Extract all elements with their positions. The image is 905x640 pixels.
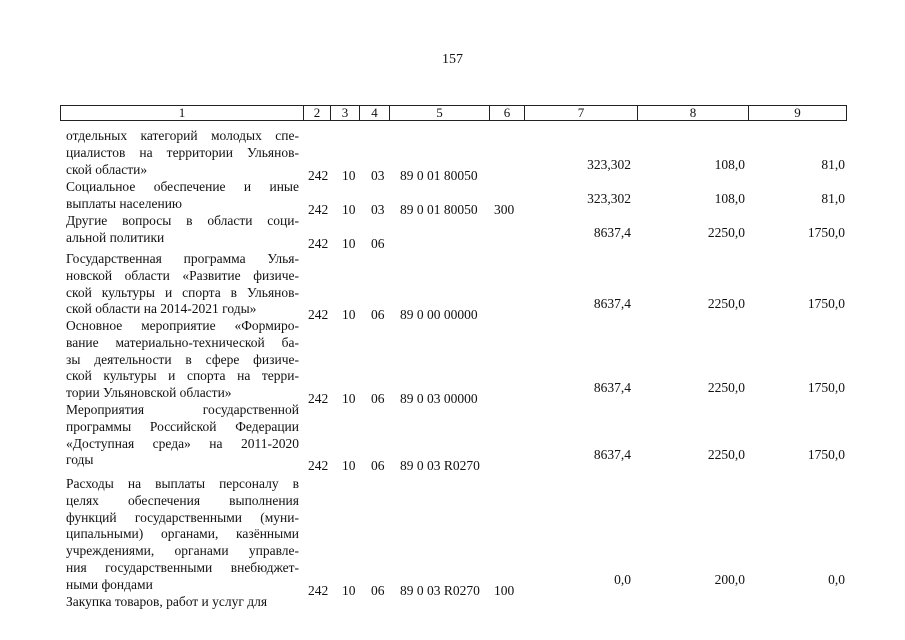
chapter-code: 10 [342, 235, 356, 251]
header-col-6: 6 [490, 106, 525, 120]
description-line: ципальными) органами, казёнными [66, 526, 299, 542]
amount-col-9: 1750,0 [807, 224, 845, 240]
row-description [66, 402, 299, 469]
section-code: 242 [308, 167, 329, 183]
amount-col-8: 2250,0 [707, 380, 745, 396]
description-line: Социальное обеспечение и иные [66, 179, 299, 194]
description-line: функций государственными (муни- [66, 509, 299, 525]
section-code: 242 [308, 201, 329, 217]
chapter-code: 10 [342, 307, 356, 323]
row-description [66, 179, 299, 213]
target-article-code: 89 0 03 R0270 [400, 582, 480, 598]
amount-col-8: 2250,0 [707, 296, 745, 312]
description-line: Мероприятия государственной [66, 402, 299, 417]
target-article-code: 89 0 00 00000 [400, 307, 478, 323]
description-line: Другие вопросы в области соци- [66, 213, 299, 228]
header-col-9: 9 [794, 105, 801, 120]
target-article-code: 89 0 03 00000 [400, 391, 478, 407]
description-line: Основное мероприятие «Формиро- [66, 318, 299, 333]
table-header [60, 105, 847, 121]
description-line: вание материально-технической ба- [66, 334, 299, 350]
amount-col-7: 8637,4 [593, 224, 631, 240]
amount-col-9: 1750,0 [807, 447, 845, 463]
row-description [66, 128, 299, 178]
subsection-code: 06 [371, 235, 385, 251]
header-col-1: 1 [61, 106, 304, 120]
header-col-3: 3 [331, 106, 360, 120]
row-description [66, 251, 299, 318]
subsection-code: 06 [371, 582, 385, 598]
expense-type-code: 100 [494, 582, 515, 598]
description-line: ской области на 2014-2021 годы» [66, 301, 257, 317]
description-line: ской культуры и спорта на терри- [66, 368, 299, 384]
subsection-code: 03 [371, 167, 385, 183]
amount-col-9: 1750,0 [807, 380, 845, 396]
header-col-8: 8 [638, 106, 749, 120]
header-col-4: 4 [360, 106, 390, 120]
amount-col-7: 323,302 [587, 156, 631, 172]
amount-col-8: 200,0 [714, 571, 745, 587]
section-code: 242 [308, 307, 329, 323]
subsection-code: 06 [371, 307, 385, 323]
target-article-code: 89 0 01 80050 [400, 167, 478, 183]
chapter-code: 10 [342, 458, 356, 474]
chapter-code: 10 [342, 167, 356, 183]
target-article-code: 89 0 03 R0270 [400, 458, 480, 474]
section-code: 242 [308, 458, 329, 474]
header-col-5: 5 [390, 106, 490, 120]
description-line: циалистов на территории Ульянов- [66, 144, 299, 160]
section-code: 242 [308, 235, 329, 251]
target-article-code: 89 0 01 80050 [400, 201, 478, 217]
description-line: годы [66, 452, 94, 468]
description-line: тории Ульяновской области» [66, 385, 232, 401]
amount-col-7: 8637,4 [593, 296, 631, 312]
row-description [66, 476, 299, 594]
description-line: программы Российской Федерации [66, 418, 299, 434]
amount-col-7: 8637,4 [593, 447, 631, 463]
amount-col-8: 108,0 [714, 156, 745, 172]
page-number: 157 [442, 52, 463, 67]
row-description [66, 594, 299, 611]
header-col-2: 2 [304, 106, 331, 120]
description-line: «Доступная среда» на 2011-2020 [66, 435, 299, 451]
subsection-code: 06 [371, 391, 385, 407]
amount-col-8: 108,0 [714, 190, 745, 206]
description-line: ской области» [66, 161, 148, 177]
row-description [66, 318, 299, 402]
amount-col-9: 81,0 [821, 190, 845, 206]
description-line: новской области «Развитие физиче- [66, 267, 299, 283]
chapter-code: 10 [342, 582, 356, 598]
description-line: отдельных категорий молодых спе- [66, 128, 299, 143]
amount-col-9: 0,0 [828, 571, 845, 587]
subsection-code: 03 [371, 201, 385, 217]
description-line: ными фондами [66, 576, 153, 592]
description-line: ской культуры и спорта в Ульянов- [66, 284, 299, 300]
amount-col-7: 8637,4 [593, 380, 631, 396]
chapter-code: 10 [342, 201, 356, 217]
amount-col-9: 1750,0 [807, 296, 845, 312]
amount-col-9: 81,0 [821, 156, 845, 172]
expense-type-code: 300 [494, 201, 515, 217]
description-line: учреждениями, органами управле- [66, 543, 299, 559]
description-line: зы деятельности в сфере физиче- [66, 351, 299, 367]
description-line: Закупка товаров, работ и услуг для [66, 594, 268, 609]
chapter-code: 10 [342, 391, 356, 407]
description-line: альной политики [66, 229, 165, 245]
subsection-code: 06 [371, 458, 385, 474]
section-code: 242 [308, 582, 329, 598]
section-code: 242 [308, 391, 329, 407]
amount-col-7: 0,0 [614, 571, 631, 587]
header-col-7: 7 [525, 106, 638, 120]
description-line: Государственная программа Улья- [66, 251, 299, 266]
description-line: ния государственными внебюджет- [66, 559, 299, 575]
description-line: Расходы на выплаты персоналу в [66, 476, 299, 491]
description-line: выплаты населению [66, 195, 183, 211]
amount-col-8: 2250,0 [707, 224, 745, 240]
amount-col-7: 323,302 [587, 190, 631, 206]
row-description [66, 213, 299, 247]
description-line: целях обеспечения выполнения [66, 492, 299, 508]
amount-col-8: 2250,0 [707, 447, 745, 463]
